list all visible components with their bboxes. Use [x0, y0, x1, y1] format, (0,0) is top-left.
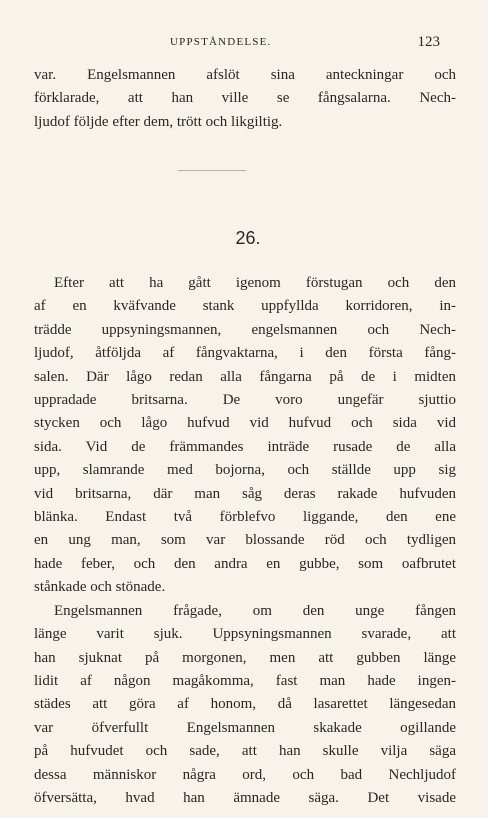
section-divider: [178, 170, 246, 171]
text-line: sida. Vid de främmandes inträde rusade de alla: [34, 438, 456, 455]
page-number: 123: [417, 34, 440, 50]
running-title: UPPSTÅNDELSE.: [170, 36, 272, 48]
text-line: trädde uppsyningsmannen, engelsmannen och Nech-: [34, 321, 456, 338]
chapter-number: 26.: [235, 228, 261, 248]
text-line: upp, slamrande med bojorna, och ställde upp sig: [34, 462, 456, 479]
text-line: ljudof följde efter dem, trött och likgiltig.: [34, 113, 283, 130]
text-line: ljudof, åtföljda af fångvaktarna, i den första fång-: [34, 345, 456, 362]
text-line: af en kväfvande stank uppfyllda korridoren, in-: [34, 298, 456, 315]
text-line: öfversätta, hvad han ämnade säga. Det visade: [34, 789, 456, 806]
text-line: stycken och lågo hufvud vid hufvud och sida vid: [34, 415, 456, 432]
text-line: han sjuknat på morgonen, men att gubben länge: [34, 649, 456, 666]
intro-paragraph: [34, 64, 456, 134]
text-line: på hufvudet och sade, att han skulle vilja säga: [34, 743, 456, 760]
chapter-body: [34, 272, 456, 810]
text-line: Efter att ha gått igenom förstugan och den: [54, 275, 456, 291]
text-line: var öfverfullt Engelsmannen skakade ogillande: [34, 719, 456, 736]
text-line: förklarade, att han ville se fångsalarna. Nech-: [34, 90, 456, 107]
text-line: salen. Där lågo redan alla fångarna på de i midten: [34, 368, 456, 385]
text-line: uppradade britsarna. De voro ungefär sjuttio: [34, 392, 456, 409]
text-line: var. Engelsmannen afslöt sina anteckningar och: [34, 67, 456, 83]
text-line: länge varit sjuk. Uppsyningsmannen svarade, att: [34, 626, 456, 643]
text-line: Engelsmannen frågade, om den unge fången: [54, 602, 456, 619]
text-line: hade feber, och den andra en gubbe, som oafbrutet: [34, 555, 456, 572]
text-line: blänka. Endast två förblefvo liggande, den ene: [34, 509, 456, 526]
text-line: dessa människor några ord, och bad Nechljudof: [34, 766, 456, 783]
text-line: lidit af någon magåkomma, fast man hade ingen-: [34, 672, 456, 689]
text-line: en ung man, som var blossande röd och tydligen: [34, 532, 456, 549]
text-line: stånkade och stönade.: [34, 579, 166, 596]
text-line: städes att göra af honom, då lasarettet längesedan: [34, 696, 456, 713]
text-line: vid britsarna, där man såg deras rakade hufvuden: [34, 485, 456, 502]
